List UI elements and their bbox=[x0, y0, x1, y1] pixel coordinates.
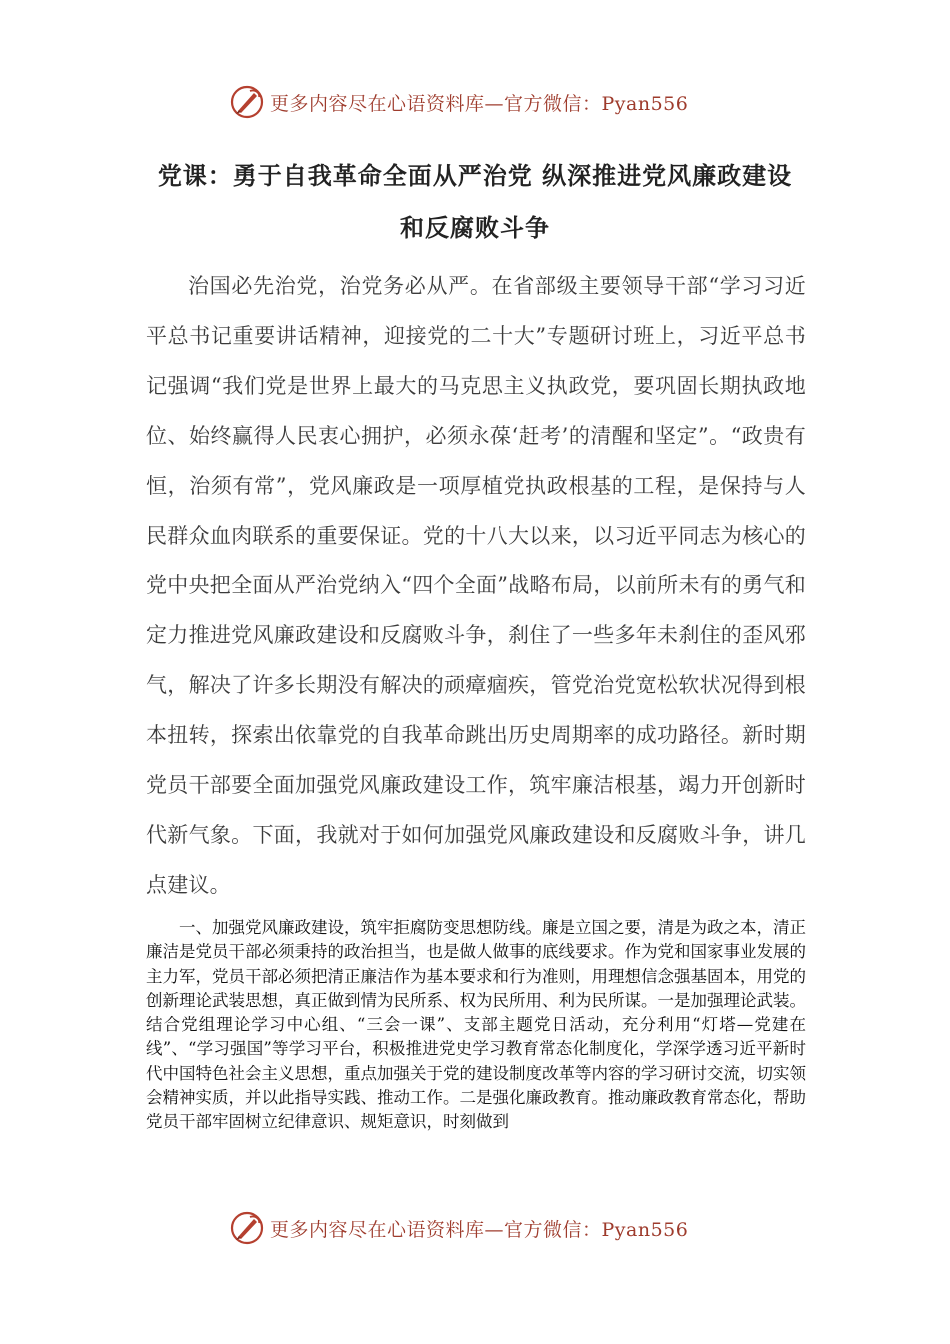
intro-paragraph: 治国必先治党，治党务必从严。在省部级主要领导干部“学习习近平总书记重要讲话精神，迎接党的二十大”专题研讨班上，习近平总书记强调“我们党是世界上最大的马克思主义执政党，要巩固长期执政地位、始终赢得人民衷心拥护，必须永葆‘赶考’的清醒和坚定”。“政贵有恒，治须有常”，党风廉政是一项厚植党执政根基的工程，是保持与人民群众血肉联系的重要保证。党的十八大以来，以习近平同志为核心的党中央把全面从严治党纳入“四个全面”战略布局，以前所未有的勇气和定力推进党风廉政建设和反腐败斗争，刹住了一些多年未刹住的歪风邪气，解决了许多长期没有解决的顽瘴痼疾，管党治党宽松软状况得到根本扭转，探索出依靠党的自我革命跳出历史周期率的成功路径。新时期党员干部要全面加强党风廉政建设工作，筑牢廉洁根基，竭力开创新时代新气象。下面，我就对于如何加强党风廉政建设和反腐败斗争，讲几点建议。 bbox=[146, 274, 806, 897]
banner-text: 更多内容尽在心语资料库—官方微信：Pyan556 bbox=[270, 1218, 689, 1241]
pen-nib-circle-icon bbox=[228, 83, 266, 121]
title-line-2: 和反腐败斗争 bbox=[400, 214, 550, 242]
section-one-paragraph: 一、加强党风廉政建设，筑牢拒腐防变思想防线。廉是立国之要，清是为政之本，清正廉洁是党员干部必须秉持的政治担当，也是做人做事的底线要求。作为党和国家事业发展的主力军，党员干部必须把清正廉洁作为基本要求和行为准则，用理想信念强基固本，用党的创新理论武装思想，真正做到情为民所系、权为民所用、利为民所谋。一是加强理论武装。结合党组理论学习中心组、“三会一课”、支部主题党日活动，充分利用“灯塔—党建在线”、“学习强国”等学习平台，积极推进党史学习教育常态化制度化，学深学透习近平新时代中国特色社会主义思想，重点加强关于党的建设制度改革等内容的学习研讨交流，切实领会精神实质，并以此指导实践、推动工作。二是强化廉政教育。推动廉政教育常态化，帮助党员干部牢固树立纪律意识、规矩意识，时刻做到 bbox=[146, 918, 806, 1132]
footer-watermark-banner bbox=[228, 1208, 748, 1248]
banner-text: 更多内容尽在心语资料库—官方微信：Pyan556 bbox=[270, 92, 689, 115]
title-line-1: 党课：勇于自我革命全面从严治党 纵深推进党风廉政建设 bbox=[157, 162, 793, 190]
header-watermark-banner bbox=[228, 82, 748, 122]
page-title bbox=[110, 150, 840, 254]
pen-nib-circle-icon bbox=[228, 1209, 266, 1247]
